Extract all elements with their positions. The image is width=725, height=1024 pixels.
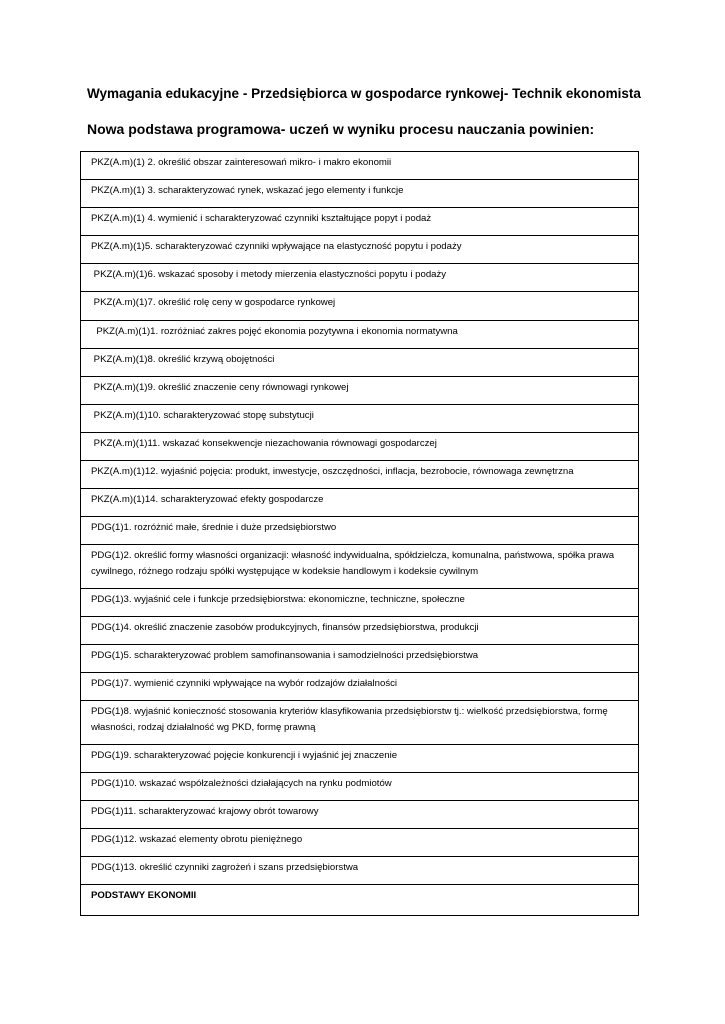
table-row: PKZ(A.m)(1)5. scharakteryzować czynniki wpływające na elastyczność popytu i podaży xyxy=(81,236,638,264)
table-row: PDG(1)10. wskazać współzależności działających na rynku podmiotów xyxy=(81,773,638,801)
table-row: PDG(1)13. określić czynniki zagrożeń i szans przedsiębiorstwa xyxy=(81,857,638,885)
table-row: PKZ(A.m)(1)6. wskazać sposoby i metody mierzenia elastyczności popytu i podaży xyxy=(81,264,638,292)
table-row: PKZ(A.m)(1)9. określić znaczenie ceny równowagi rynkowej xyxy=(81,377,638,405)
table-row: PKZ(A.m)(1)12. wyjaśnić pojęcia: produkt, inwestycje, oszczędności, inflacja, bezrobocie, równowaga zewnętrzna xyxy=(81,461,638,489)
table-row: PDG(1)4. określić znaczenie zasobów produkcyjnych, finansów przedsiębiorstwa, produkcji xyxy=(81,617,638,645)
table-row: PKZ(A.m)(1)7. określić rolę ceny w gospodarce rynkowej xyxy=(81,292,638,320)
table-row: PDG(1)1. rozróżnić małe, średnie i duże przedsiębiorstwo xyxy=(81,517,638,545)
table-row: PKZ(A.m)(1)14. scharakteryzować efekty gospodarcze xyxy=(81,489,638,517)
table-row: PDG(1)3. wyjaśnić cele i funkcje przedsiębiorstwa: ekonomiczne, techniczne, społeczne xyxy=(81,589,638,617)
table-row: PDG(1)8. wyjaśnić konieczność stosowania kryteriów klasyfikowania przedsiębiorstw tj.: wielkość przedsiębiorstwa, formę własności, rodzaj działalność wg PKD, formę prawną xyxy=(81,701,638,745)
table-row: PDG(1)2. określić formy własności organizacji: własność indywidualna, spółdzielcza, komunalna, państwowa, spółka prawa cywilnego, różnego rodzaju spółki występujące w kodeksie handlowym i kodeksie cywilnym xyxy=(81,545,638,589)
document-subtitle: Nowa podstawa programowa- uczeń w wyniku procesu nauczania powinien: xyxy=(87,121,595,137)
table-row: PKZ(A.m)(1)1. rozróżniać zakres pojęć ekonomia pozytywna i ekonomia normatywna xyxy=(81,321,638,349)
table-row: PKZ(A.m)(1)8. określić krzywą obojętności xyxy=(81,349,638,377)
table-row: PDG(1)9. scharakteryzować pojęcie konkurencji i wyjaśnić jej znaczenie xyxy=(81,745,638,773)
table-row: PKZ(A.m)(1) 4. wymienić i scharakteryzować czynniki kształtujące popyt i podaż xyxy=(81,208,638,236)
table-row: PKZ(A.m)(1) 2. określić obszar zainteresowań mikro- i makro ekonomii xyxy=(81,152,638,180)
table-row: PDG(1)7. wymienić czynniki wpływające na wybór rodzajów działalności xyxy=(81,673,638,701)
table-row: PDG(1)12. wskazać elementy obrotu pieniężnego xyxy=(81,829,638,857)
table-row: PKZ(A.m)(1)10. scharakteryzować stopę substytucji xyxy=(81,405,638,433)
requirements-table xyxy=(80,151,639,916)
table-row: PKZ(A.m)(1) 3. scharakteryzować rynek, wskazać jego elementy i funkcje xyxy=(81,180,638,208)
table-row: PDG(1)11. scharakteryzować krajowy obrót towarowy xyxy=(81,801,638,829)
table-row: PDG(1)5. scharakteryzować problem samofinansowania i samodzielności przedsiębiorstwa xyxy=(81,645,638,673)
document-title: Wymagania edukacyjne - Przedsiębiorca w gospodarce rynkowej- Technik ekonomista xyxy=(87,86,641,101)
section-heading-row: PODSTAWY EKONOMII xyxy=(91,890,197,902)
table-row: PKZ(A.m)(1)11. wskazać konsekwencje niezachowania równowagi gospodarczej xyxy=(81,433,638,461)
